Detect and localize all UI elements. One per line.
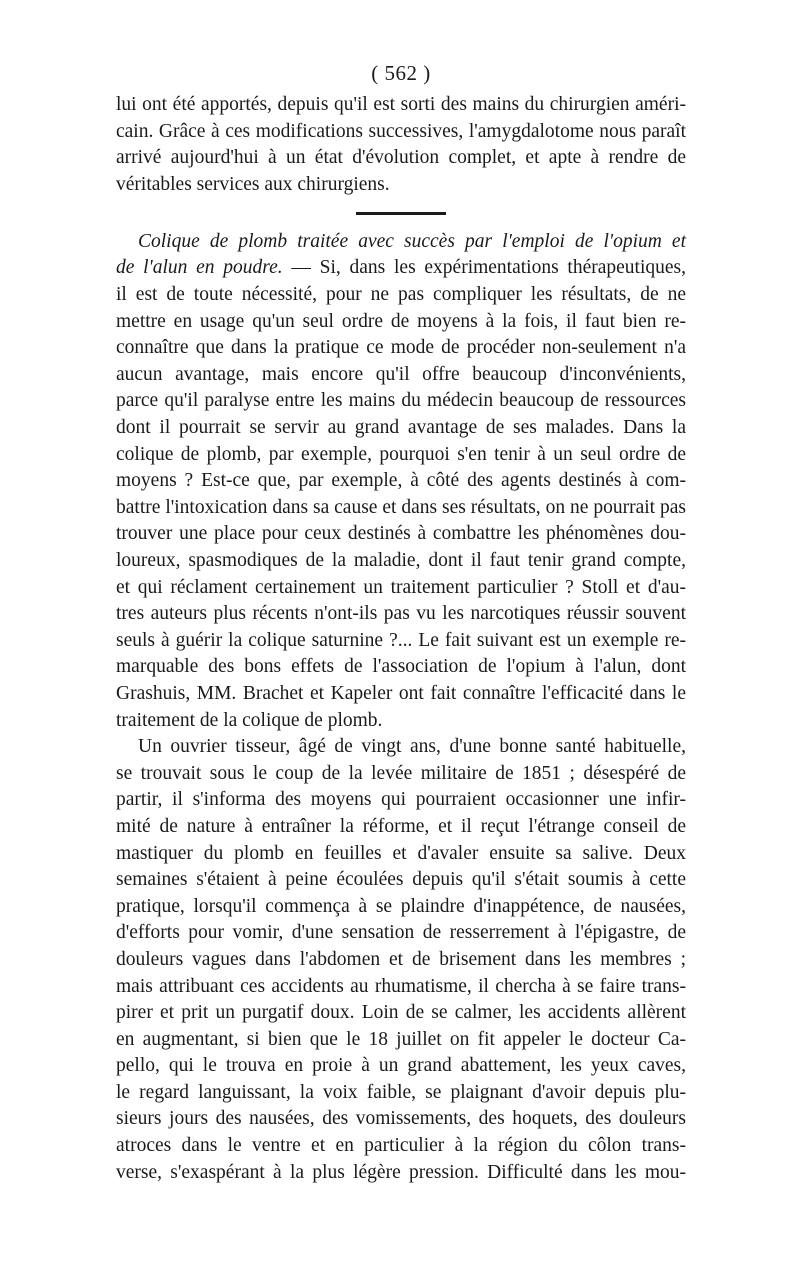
text-line: Un ouvrier tisseur, âgé de vingt ans, d'une bonne santé habituelle, (138, 736, 686, 758)
page-number: ( 562 ) (371, 61, 431, 85)
text-line: et qui réclament certainement un traitement particulier ? Stoll et d'au- (116, 576, 686, 598)
text-line: cain. Grâce à ces modifications successives, l'amygdalotome nous paraît (116, 120, 686, 142)
text-line: marquable des bons effets de l'association de l'opium à l'alun, dont (116, 656, 686, 678)
text-fragment: — Si, dans les expérimentations thérapeutiques, (282, 257, 686, 279)
article-title: Colique de plomb traitée avec succès par l'emploi de l'opium et (138, 230, 686, 252)
article (116, 229, 686, 1186)
text-line: moyens ? Est-ce que, par exemple, à côté des agents destinés à com- (116, 470, 686, 492)
text-line: partir, il s'informa des moyens qui pourraient occasionner une infir- (116, 789, 686, 811)
text-line: atroces dans le ventre et en particulier à la région du côlon trans- (116, 1135, 686, 1157)
text-line: pirer et prit un purgatif doux. Loin de se calmer, les accidents allèrent (116, 1002, 686, 1024)
text-line: d'efforts pour vomir, d'une sensation de resserrement à l'épigastre, de (116, 922, 686, 944)
text-line: Grashuis, MM. Brachet et Kapeler ont fait connaître l'efficacité dans le (116, 682, 686, 704)
text-line: mastiquer du plomb en feuilles et d'avaler ensuite sa salive. Deux (116, 842, 686, 864)
text-line: mité de nature à entraîner la réforme, et il reçut l'étrange conseil de (116, 815, 686, 837)
text-line: lui ont été apportés, depuis qu'il est sorti des mains du chirurgien améri- (116, 94, 686, 115)
text-line: véritables services aux chirurgiens. (116, 173, 390, 195)
text-line: trouver une place pour ceux destinés à combattre les phénomènes dou- (116, 523, 686, 545)
text-line: colique de plomb, par exemple, pourquoi s'en tenir à un seul ordre de (116, 443, 686, 465)
text-line: semaines s'étaient à peine écoulées depuis qu'il s'était soumis à cette (116, 869, 686, 891)
text-line: sieurs jours des nausées, des vomissements, des hoquets, des douleurs (116, 1108, 686, 1130)
text-line: il est de toute nécessité, pour ne pas compliquer les résultats, de ne (116, 284, 686, 306)
text-line: tres auteurs plus récents n'ont-ils pas vu les narcotiques réussir souvent (116, 603, 686, 625)
text-line: parce qu'il paralyse entre les mains du médecin beaucoup de ressources (116, 390, 686, 412)
article-title-end: de l'alun en poudre. (116, 257, 283, 279)
paragraph-2 (116, 734, 686, 1186)
text-line: en augmentant, si bien que le 18 juillet on fit appeler le docteur Ca- (116, 1028, 686, 1050)
text-line: mettre en usage qu'un seul ordre de moyens à la fois, il faut bien re- (116, 310, 686, 332)
text-line: arrivé aujourd'hui à un état d'évolution complet, et apte à rendre de (116, 147, 686, 169)
text-line: pello, qui le trouva en proie à un grand abattement, les yeux caves, (116, 1055, 686, 1077)
text-line: traitement de la colique de plomb. (116, 709, 383, 731)
preceding-paragraph-end (116, 92, 686, 198)
book-page (116, 58, 686, 1186)
text-line: aucun avantage, mais encore qu'il offre beaucoup d'inconvénients, (116, 363, 686, 385)
paragraph-1 (116, 282, 686, 734)
text-line: seuls à guérir la colique saturnine ?... Le fait suivant est un exemple re- (116, 629, 686, 651)
text-line: battre l'intoxication dans sa cause et dans ses résultats, on ne pourrait pas (116, 496, 686, 518)
text-line: connaître que dans la pratique ce mode de procéder non-seulement n'a (116, 337, 686, 359)
text-line: dont il pourrait se servir au grand avantage de ses malades. Dans la (116, 417, 686, 439)
text-line: se trouvait sous le coup de la levée militaire de 1851 ; désespéré de (116, 762, 686, 784)
section-divider (356, 212, 446, 215)
text-line: verse, s'exaspérant à la plus légère pression. Difficulté dans les mou- (116, 1161, 686, 1183)
text-line: douleurs vagues dans l'abdomen et de brisement dans les membres ; (116, 948, 686, 970)
text-line: le regard languissant, la voix faible, se plaignant d'avoir depuis plu- (116, 1081, 686, 1103)
text-line: loureux, spasmodiques de la maladie, dont il faut tenir grand compte, (116, 550, 686, 571)
text-line: pratique, lorsqu'il commença à se plaindre d'inappétence, de nausées, (116, 895, 686, 917)
article-title-continuation (116, 255, 686, 282)
text-line: mais attribuant ces accidents au rhumatisme, il chercha à se faire trans- (116, 975, 686, 997)
